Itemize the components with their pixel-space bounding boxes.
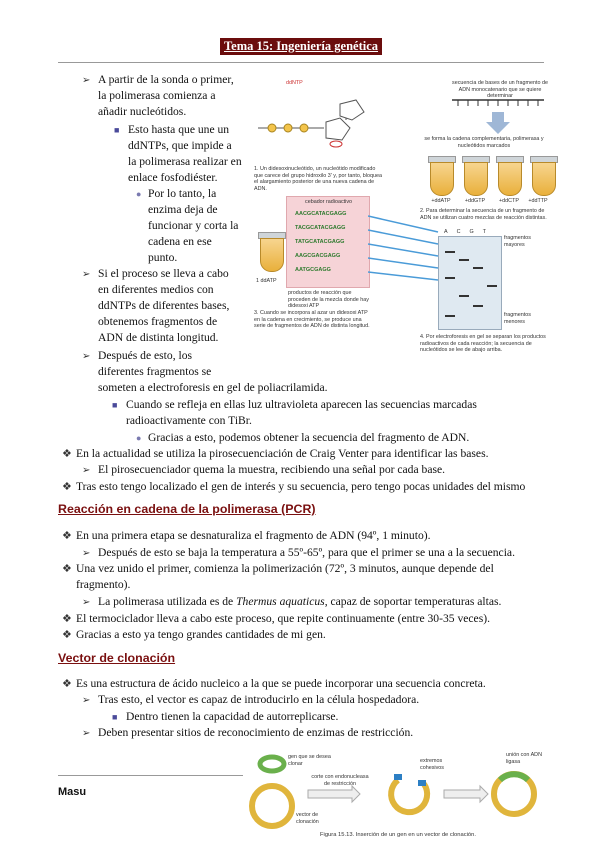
square-bullet-icon: ■ (114, 125, 120, 135)
bullet-b1a-line1: ■ Esto hasta que une un (114, 123, 230, 136)
arrow-bullet-icon: ➢ (82, 548, 91, 559)
strand-sequence: AATGCGAGG (295, 267, 331, 273)
template-caption: secuencia de bases de un fragmento de ADN monocatenario que se quiere determinar (452, 80, 548, 99)
bullet-b1a-line2: ddNTPs, que impide a (128, 139, 232, 152)
tube-label: +ddCTP (499, 198, 519, 204)
gel-band (459, 295, 469, 297)
gel-lane-label: G (469, 229, 483, 235)
bullet-b3-line3: someten a electroforesis en gel de poliacrilamida. (98, 381, 328, 394)
join-label: unión con ADN ligasa (506, 752, 542, 765)
header-divider (58, 62, 544, 63)
bullet-b1a-line3: la polimerasa realizar en (128, 155, 242, 168)
gel-band (445, 315, 455, 317)
bullet-b1a1-line3: funcionar y corta la (148, 219, 239, 232)
bullet-b2-line5: ADN de distinta longitud. (98, 331, 219, 344)
pcr-item-3: ❖ El termociclador lleva a cabo este proceso, que repite continuamente (entre 30-35 veces). (62, 612, 490, 625)
primer-label: cebador radioactivo (305, 199, 353, 205)
diamond-bullet-icon: ❖ (62, 448, 72, 460)
pcr-heading: Reacción en cadena de la polimerasa (PCR) (58, 502, 316, 516)
diamond-bullet-icon: ❖ (62, 629, 72, 641)
migration-arrows (368, 202, 440, 292)
bullet-b2-line1: ➢ Si el proceso se lleva a cabo (82, 266, 229, 283)
vector-heading: Vector de clonación (58, 651, 176, 665)
vector-item-1a1: ■ Dentro tienen la capacidad de autorreplicarse. (112, 710, 339, 723)
strand-sequence: TACGCATACGAGG (295, 225, 346, 231)
ends-label: extremos cohesivos (420, 758, 444, 771)
gel-band (487, 285, 497, 287)
ddntp-name-label: ddNTP (286, 80, 303, 86)
tube-label: +ddTTP (528, 198, 548, 204)
arrow-bullet-icon: ➢ (82, 269, 91, 280)
gel-band (445, 277, 455, 279)
diamond-bullet-icon: ❖ (62, 563, 72, 575)
electrophoresis-gel (438, 236, 502, 330)
bullet-b3-line2: diferentes fragmentos se (98, 365, 212, 378)
primer-note: se forma la cadena complementaria, polimerasa y nucleótidos marcados (424, 136, 544, 149)
strand-sequence: AACGCATACGAGG (295, 211, 347, 217)
bullet-b2-line4: obtenemos fragmentos de (98, 315, 218, 328)
strand-sequence: AAGCGACGAGG (295, 253, 341, 259)
bullet-b1-line3: añadir nucleótidos. (98, 105, 187, 118)
bullet-p2: ❖ Tras esto tengo localizado el gen de interés y su secuencia, pero tengo pocas unidades del mismo (62, 480, 526, 493)
reaction-tube (498, 162, 522, 196)
arrow-bullet-icon: ➢ (82, 75, 91, 86)
vector-item-1b: ➢ Deben presentar sitios de reconocimiento de enzimas de restricción. (82, 725, 413, 742)
gel-lane-label: T (482, 229, 496, 235)
dot-bullet-icon: ● (136, 433, 142, 443)
pcr-item-1: ❖ En una primera etapa se desnaturaliza el fragmento de ADN (94º, 1 minuto). (62, 529, 431, 542)
bullet-p1a: ➢ El pirosecuenciador quema la muestra, recibiendo una señal por cada base. (82, 462, 445, 479)
bullet-b3a1: ● Gracias a esto, podemos obtener la secuencia del fragmento de ADN. (136, 431, 470, 444)
vector-label: vector de clonación (296, 812, 319, 825)
gel-band (445, 251, 455, 253)
bullet-b1-line2: la polimerasa comienza a (98, 89, 216, 102)
bullet-b1a1-line1: ● Por lo tanto, la (136, 187, 217, 200)
footer-author: Masu (58, 786, 87, 798)
pcr-item-4: ❖ Gracias a esto ya tengo grandes cantidades de mi gen. (62, 628, 326, 641)
dot-bullet-icon: ● (136, 189, 142, 199)
bullet-b1a-line4: enlace fosfodiéster. (128, 171, 218, 184)
bullet-b3a-line1: ■ Cuando se refleja en ellas luz ultravioleta aparecen las secuencias marcadas (112, 398, 477, 411)
reaction-tube (260, 238, 284, 272)
mix-label: 1 ddATP (256, 278, 277, 284)
species-name: Thermus aquaticus (236, 595, 325, 608)
pcr-item-2a: ➢ La polimerasa utilizada es de Thermus aquaticus, capaz de soportar temperaturas altas. (82, 594, 501, 611)
tube-label: +ddATP (431, 198, 451, 204)
bullet-p1: ❖ En la actualidad se utiliza la pirosecuenciación de Craig Venter para identificar las bases. (62, 447, 489, 460)
arrow-bullet-icon: ➢ (82, 597, 91, 608)
bullet-b1-line1: ➢ A partir de la sonda o primer, (82, 72, 234, 89)
bullet-b3-line1: ➢ Después de esto, los (82, 348, 192, 365)
bullet-b1a1-line5: punto. (148, 251, 178, 264)
vector-item-1a: ➢ Tras esto, el vector es capaz de introducirlo en la célula hospedadora. (82, 692, 419, 709)
gel-lane-label: C (456, 229, 470, 235)
down-arrow-icon (486, 112, 510, 134)
arrow-bullet-icon: ➢ (82, 465, 91, 476)
bullet-b2-line3: ddNTPs de diferentes bases, (98, 299, 230, 312)
arrow-bullet-icon: ➢ (82, 695, 91, 706)
gene-label: gen que se desea clonar (288, 754, 331, 767)
pcr-item-2-line2: fragmento). (76, 578, 131, 591)
primer-strands-box (286, 196, 370, 288)
gel-lane-labels (444, 229, 504, 236)
gel-band (459, 259, 469, 261)
footer-divider (58, 775, 243, 776)
reaction-tube (430, 162, 454, 196)
square-bullet-icon: ■ (112, 400, 118, 410)
gel-band (473, 305, 483, 307)
diamond-bullet-icon: ❖ (62, 481, 72, 493)
bullet-b3a-line2: radioactivamente con TiBr. (126, 414, 252, 427)
bullet-b1a1-line4: cadena en ese (148, 235, 212, 248)
pcr-item-2-line1: ❖ Una vez unido el primer, comienza la polimerización (72º, 3 minutos, aunque depende del (62, 562, 494, 575)
mix-note: productos de reacción que proceden de la mezcla donde hay didesoxi ATP (288, 290, 369, 309)
fig-step4-caption: 4. Por electroforesis en gel se separan los productos radioactivos de cada reacción; la secuencia de nucleótidos se lee de abajo arriba. (420, 334, 546, 353)
strand-sequence: TATGCATACGAGG (295, 239, 345, 245)
arrow-bullet-icon: ➢ (82, 728, 91, 739)
sequencing-figure (252, 72, 548, 372)
square-bullet-icon: ■ (112, 712, 118, 722)
reaction-tube (464, 162, 488, 196)
figure-caption: Figura 15.13. Inserción de un gen en un vector de clonación. (320, 832, 476, 838)
reaction-tube (532, 162, 556, 196)
fig-step2-caption: 2. Para determinar la secuencia de un fragmento de ADN se utilizan cuatro mezclas de reacción distintas. (420, 208, 547, 221)
gel-band (473, 267, 483, 269)
diamond-bullet-icon: ❖ (62, 613, 72, 625)
fig-step3-caption: 3. Cuando se incorpora al azar un didesoxi ATP en la cadena en crecimiento, se produce una serie de fragmentos de ADN de distinta longitud. (254, 310, 370, 329)
page-title: Tema 15: Ingeniería genética (220, 38, 382, 55)
cut-label: corte con endonucleasa de restricción (311, 774, 369, 787)
ddntp-molecule-diagram (254, 94, 374, 158)
diamond-bullet-icon: ❖ (62, 678, 72, 690)
fig-step1-caption: 1. Un didesoxinucleótido, un nucleótido modificado que carece del grupo hidroxilo 3' y, por tanto, bloquea el alargamiento posterior de una nueva cadena de ADN. (254, 166, 382, 192)
gel-top-label: fragmentos mayores (504, 235, 531, 248)
diamond-bullet-icon: ❖ (62, 530, 72, 542)
gel-lane-label: A (444, 229, 457, 235)
arrow-bullet-icon: ➢ (82, 351, 91, 362)
cloning-vector-figure (248, 750, 548, 842)
bullet-b1a1-line2: enzima deja de (148, 203, 218, 216)
gel-bottom-label: fragmentos menores (504, 312, 531, 325)
bullet-b2-line2: en diferentes medios con (98, 283, 214, 296)
pcr-item-1a: ➢ Después de esto se baja la temperatura a 55º-65º, para que el primer se una a la secuencia. (82, 545, 515, 562)
tube-label: +ddGTP (464, 198, 486, 204)
vector-item-1: ❖ Es una estructura de ácido nucleico a la que se puede incorporar una secuencia concreta. (62, 677, 486, 690)
